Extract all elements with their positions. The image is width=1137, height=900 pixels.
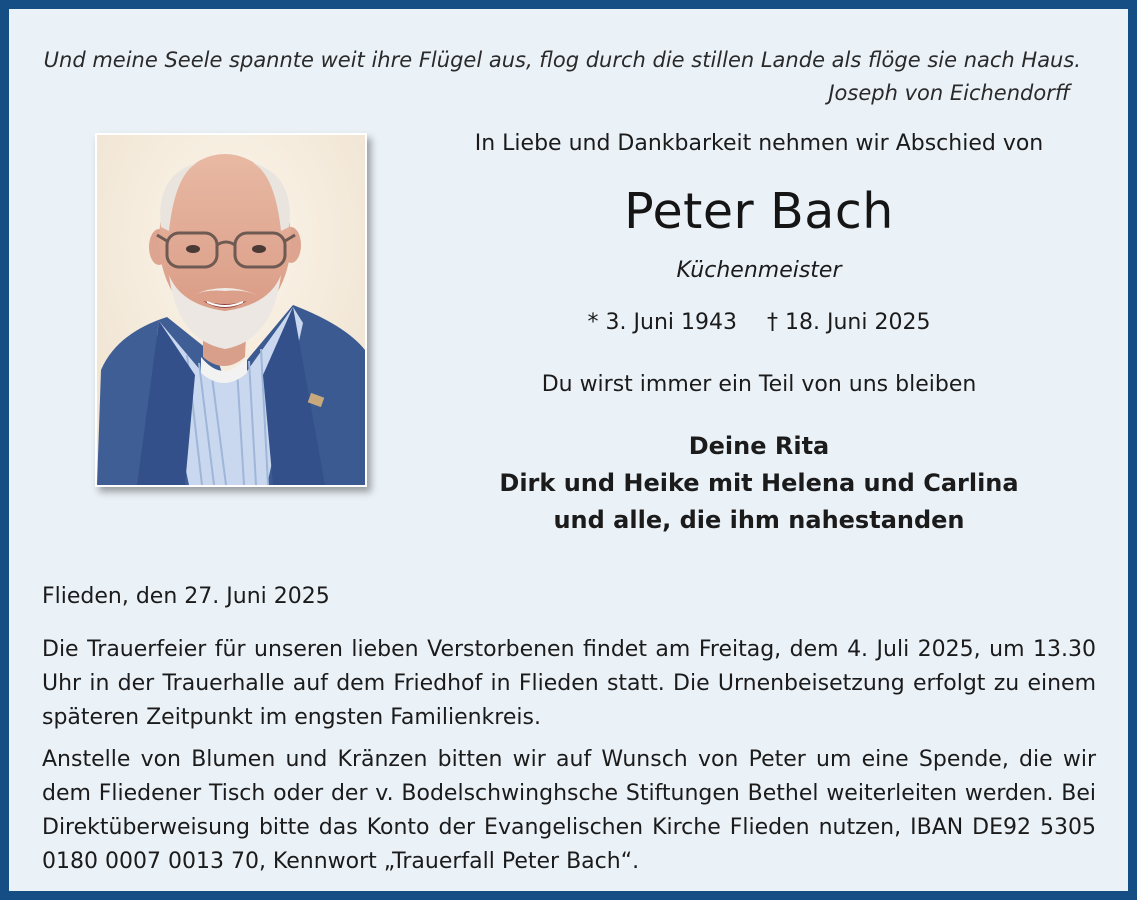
intro-line: In Liebe und Dankbarkeit nehmen wir Abschied von xyxy=(474,131,1044,156)
epigraph xyxy=(9,44,1081,110)
funeral-info-paragraph: Die Trauerfeier für unseren lieben Verstorbenen findet am Freitag, dem 4. Juli 2025, um 13.30 Uhr in der Trauerhalle auf dem Friedhof in Flieden statt. Die Urnenbeisetzung erfolgt zu einem späteren Zeitpunkt im engsten Familienkreis. xyxy=(42,637,1096,730)
portrait-photo xyxy=(95,133,367,487)
epigraph-quote: Und meine Seele spannte weit ihre Flügel aus, flog durch die stillen Lande als flöge sie nach Haus. xyxy=(43,48,1081,72)
life-dates xyxy=(389,307,1129,339)
deceased-name: Peter Bach xyxy=(624,183,894,240)
mourner-line: Deine Rita xyxy=(688,432,830,460)
deceased-profession: Küchenmeister xyxy=(676,258,842,283)
death-date: † 18. Juni 2025 xyxy=(767,310,931,335)
mourner-line: und alle, die ihm nahestanden xyxy=(553,506,965,534)
birth-date: * 3. Juni 1943 xyxy=(587,310,737,335)
mourners-list xyxy=(389,428,1129,539)
place-and-date: Flieden, den 27. Juni 2025 xyxy=(42,584,330,609)
remembrance-line: Du wirst immer ein Teil von uns bleiben xyxy=(541,372,977,397)
donation-info-paragraph: Anstelle von Blumen und Kränzen bitten wir auf Wunsch von Peter um eine Spende, die wir dem Fliedener Tisch oder der v. Bodelschwinghsche Stiftungen Bethel weiterleiten werden. Bei Direktüberweisung bitte das Konto der Evangelischen Kirche Flieden nutzen, IBAN DE92 5305 0180 0007 0013 70, Kennwort „Trauerfall Peter Bach“. xyxy=(42,747,1096,874)
mourner-line: Dirk und Heike mit Helena und Carlina xyxy=(499,469,1019,497)
epigraph-author: Joseph von Eichendorff xyxy=(828,81,1070,105)
